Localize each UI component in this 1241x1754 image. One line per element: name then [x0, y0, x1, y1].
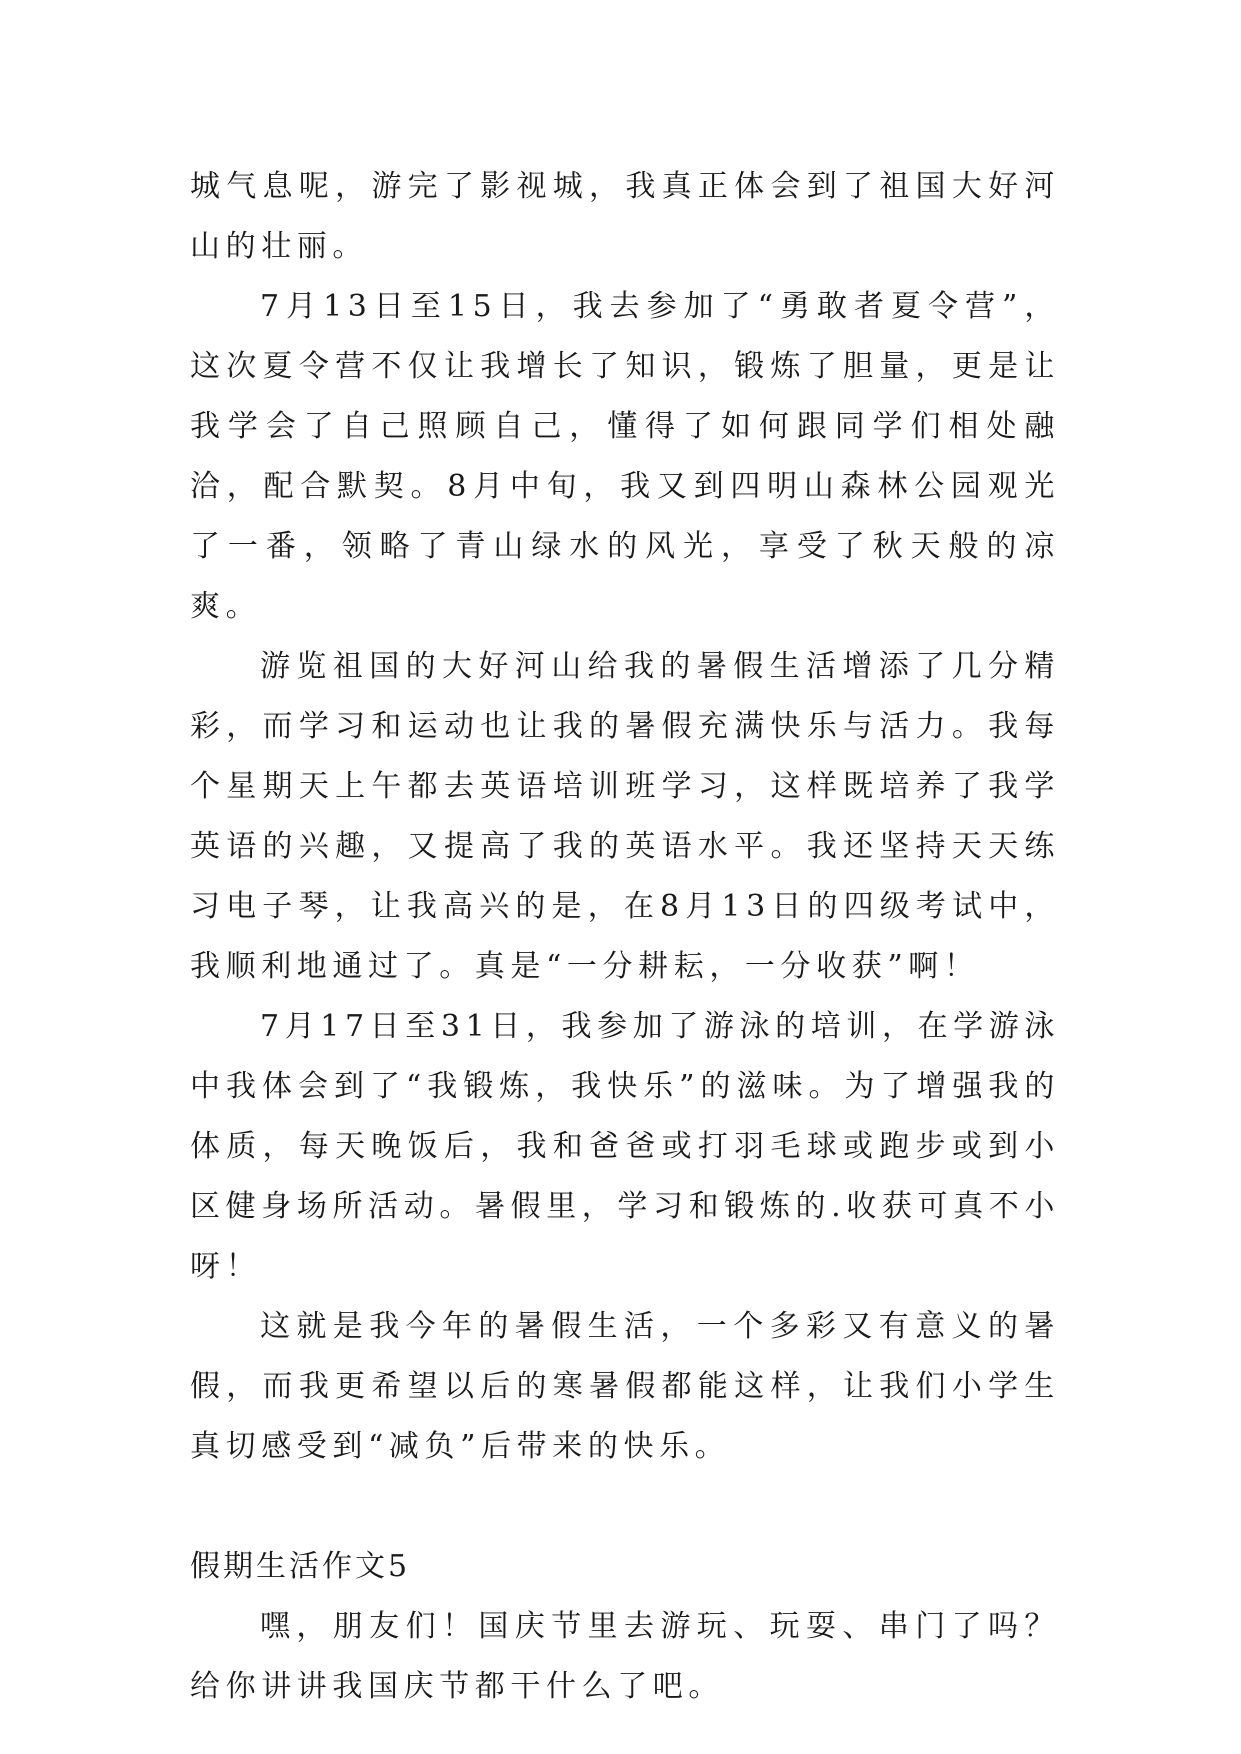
- paragraph-study-activities: 游览祖国的大好河山给我的暑假生活增添了几分精彩，而学习和运动也让我的暑假充满快乐与活力。我每个星期天上午都去英语培训班学习，这样既培养了我学英语的兴趣，又提高了我的英语水平。我还坚持天天练习电子琴，让我高兴的是，在8月13日的四级考试中，我顺利地通过了。真是“一分耕耘，一分收获”啊！: [190, 649, 1060, 984]
- paragraph-conclusion: 这就是我今年的暑假生活，一个多彩又有意义的暑假，而我更希望以后的寒暑假都能这样，让我们小学生真切感受到“减负”后带来的快乐。: [190, 1309, 1060, 1464]
- paragraph-continuation: 城气息呢，游完了影视城，我真正体会到了祖国大好河山的壮丽。: [190, 169, 1060, 264]
- document-body: [190, 157, 1060, 1717]
- paragraph-summer-camp: 7月13日至15日，我去参加了“勇敢者夏令营”，这次夏令营不仅让我增长了知识，锻炼了胆量，更是让我学会了自己照顾自己，懂得了如何跟同学们相处融洽，配合默契。8月中旬，我又到四明山森林公园观光了一番，领略了青山绿水的风光，享受了秋天般的凉爽。: [190, 289, 1060, 624]
- paragraph-swimming: 7月17日至31日，我参加了游泳的培训，在学游泳中我体会到了“我锻炼，我快乐”的滋味。为了增强我的体质，每天晚饭后，我和爸爸或打羽毛球或跑步或到小区健身场所活动。暑假里，学习和锻炼的.收获可真不小呀！: [190, 1009, 1060, 1284]
- paragraph-national-day-intro: 嘿，朋友们！国庆节里去游玩、玩耍、串门了吗？给你讲讲我国庆节都干什么了吧。: [190, 1609, 1060, 1704]
- section-title: 假期生活作文5: [190, 1549, 411, 1584]
- section-spacer: [190, 1477, 1060, 1537]
